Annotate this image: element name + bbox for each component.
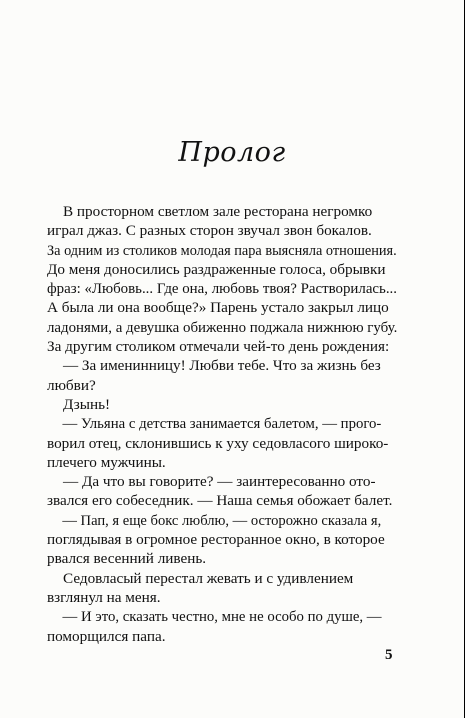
text-line: А была ли она вообще?» Парень устало закрыл лицо [47,299,389,317]
paragraph [47,395,397,414]
text-line: поглядывая в огромное ресторанное окно, в которое [47,531,385,549]
text-line: В просторном светлом зале ресторана негромко [63,203,373,220]
text-line: За другим столиком отмечали чей-то день рождения: [47,338,390,356]
text-line: любви? [47,376,96,394]
text-line: Дзынь! [63,395,111,413]
paragraph [47,472,397,511]
text-line: — И это, сказать честно, мне не особо по душе, — [62,608,382,626]
text-line: взглянул на меня. [47,588,161,606]
paragraph [47,202,397,356]
text-line: плечего мужчины. [47,453,166,471]
text-line: — Ульяна с детства занимается балетом, — прого- [62,415,382,433]
paragraph [47,569,397,608]
text-line: — Да что вы говорите? — заинтересованно ото- [63,473,376,491]
text-line: — За именинницу! Любви тебе. Что за жизнь без [62,357,381,375]
text-line: За одним из столиков молодая пара выясняла отношения. [47,241,397,259]
text-line: ворил отец, склонившись к уху седовласого широко- [47,434,389,452]
text-line: рвался весенний ливень. [47,550,207,568]
text-line: Седовласый перестал жевать и с удивлением [63,569,354,587]
paragraph [47,414,397,472]
paragraph [47,356,397,395]
paragraph [47,607,397,646]
text-line: звался его собеседник. — Наша семья обожает балет. [47,492,393,510]
text-line: — Пап, я еще бокс люблю, — осторожно сказала я, [62,511,382,529]
page-number: 5 [385,647,393,663]
chapter-title: Пролог [178,137,286,168]
text-line: играл джаз. С разных сторон звучал звон бокалов. [47,222,372,240]
text-line: ладонями, а девушка обиженно поджала нижнюю губу. [47,318,398,336]
text-line: До меня доносились раздраженные голоса, обрывки [47,260,386,278]
paragraph [47,511,397,569]
text-line: фраз: «Любовь... Где она, любовь твоя? Растворилась... [47,280,398,298]
text-line: поморщился папа. [47,627,166,645]
body-text [47,202,397,646]
